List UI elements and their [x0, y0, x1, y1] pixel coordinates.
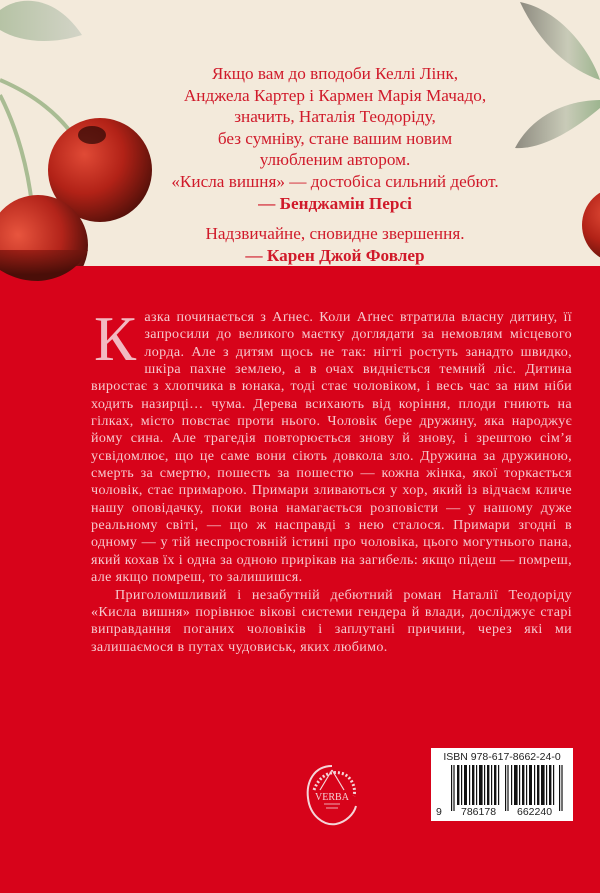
blurb-line: улюбленим автором.: [259, 150, 411, 170]
barcode-bars: [451, 765, 566, 811]
blurb-line: Анджела Картер і Кармен Марія Мачадо,: [183, 85, 487, 105]
blurb-line: Надзвичайне, сновидне звершення.: [205, 224, 465, 243]
verba-publisher-logo: [302, 760, 362, 832]
description-paragraph-2: Приголомшливий і незабутній дебютний роман Наталії Теодоріду «Кисла вишня» порівнює вікові системи гендера й влади, досліджує старі виправдання поганих чоловіків і заплутані причини, через які ми залишаємося в путах чудовиськ, яких любимо.: [91, 586, 572, 655]
isbn-number: ISBN 978-617-8662-24-0: [443, 751, 561, 763]
book-description: [91, 304, 572, 656]
blurb-line: без сумніву, стане вашим новим: [217, 128, 453, 148]
blurb-line: «Кисла вишня» — достобіса сильний дебют.: [171, 171, 499, 191]
isbn-barcode: ISBN 978-617-8662-24-0 9 786178 662240: [431, 748, 573, 821]
cherry-overlap: [0, 250, 120, 290]
blurb-quote-1: [170, 63, 500, 214]
blurb-line: Якщо вам до вподоби Келлі Лінк,: [211, 64, 459, 83]
leaf-icon: [0, 1, 82, 41]
cover-top-panel: [0, 0, 600, 266]
blurb-line: значить, Наталія Теодоріду,: [234, 107, 436, 127]
blurb-quote-2: [170, 223, 500, 266]
blurb-author: — Карен Джой Фовлер: [245, 245, 425, 265]
description-paragraph-1: Казка починається з Аґнес. Коли Аґнес втратила власну дитину, її запросили до великого маєтку доглядати за немовлям місцевого лорда. Але з дитям щось не так: нігті ростуть занадто швидко, шкіра пахне землею, а в очах видніється темний ліс. Дитина виростає з хлопчика в юнака, тоді стає чоловіком, і весь час за ним ніби ходить назирці… чума. Дерева всихають від коріння, плоди гниють на гілках, місто повстає проти нього. Чоловік бере дружину, яка народжує йому сина. Але трагедія повторюється знову й знову, і зрештою сім’я усвідомлює, що це саме вони сіють довкола зло. Дружина за дружиною, смерть за смертю, пошесть за пошестю — кожна жінка, якої торкається чоловік, стає примарою. Примари зливаються у хор, який із відчаєм кличе нашу оповідачку, поки вона намагається розповісти — у нашому дуже реальному світі, — що ж насправді з нею сталося. Примари згодні в одному — у тій неспростовній істині про чоловіка, цього могутнього пана, який кохав їх і одна за одною прирікав на загибель: якщо підеш — помреш, але якщо помреш, то залишишся.: [91, 304, 572, 586]
drop-cap: К: [94, 304, 137, 374]
blurb-author: — Бенджамін Персі: [258, 193, 412, 213]
publisher-name: VERBA: [315, 792, 349, 803]
